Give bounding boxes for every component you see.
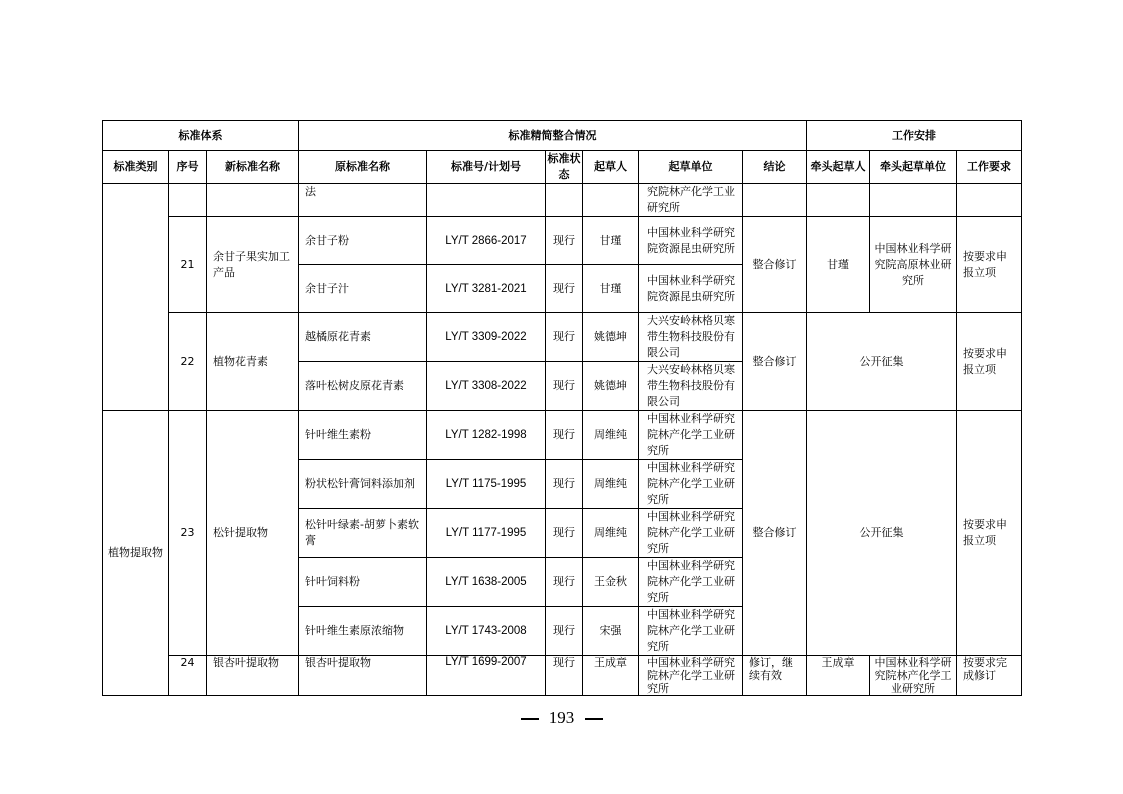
orig-name-cell: 针叶维生素粉 xyxy=(299,411,427,460)
status-cell: 现行 xyxy=(546,460,583,509)
drafter-cell: 姚德坤 xyxy=(583,362,639,411)
orig-name-cell: 粉状松针膏饲料添加剂 xyxy=(299,460,427,509)
orig-name-cell: 银杏叶提取物 xyxy=(299,656,427,696)
requirement-cell: 按要求申报立项 xyxy=(957,217,1022,313)
status-cell: 现行 xyxy=(546,265,583,313)
std-no-cell: LY/T 1282-1998 xyxy=(427,411,546,460)
dash-left xyxy=(521,718,539,720)
drafter-cell: 王成章 xyxy=(583,656,639,696)
unit-cell: 中国林业科学研究院林产化学工业研究所 xyxy=(639,460,743,509)
seq-cell: 24 xyxy=(169,656,207,696)
col-header-conclusion: 结论 xyxy=(743,151,807,184)
requirement-cell: 按要求申报立项 xyxy=(957,411,1022,656)
std-no-cell: LY/T 1743-2008 xyxy=(427,607,546,656)
drafter-cell: 王金秋 xyxy=(583,558,639,607)
orig-name-cell: 余甘子粉 xyxy=(299,217,427,265)
group-header-system: 标准体系 xyxy=(103,121,299,151)
status-cell: 现行 xyxy=(546,656,583,696)
col-header-lead-drafter: 牵头起草人 xyxy=(807,151,870,184)
work-merged-cell: 公开征集 xyxy=(807,313,957,411)
orig-name-cell: 余甘子汁 xyxy=(299,265,427,313)
drafter-cell: 甘瑾 xyxy=(583,265,639,313)
col-header-new-name: 新标准名称 xyxy=(207,151,299,184)
lead-drafter-cell: 甘瑾 xyxy=(807,217,870,313)
table-row xyxy=(103,656,1022,696)
new-name-cell: 松针提取物 xyxy=(207,411,299,656)
category-cell-empty xyxy=(103,184,169,411)
status-cell: 现行 xyxy=(546,411,583,460)
drafter-cell: 宋强 xyxy=(583,607,639,656)
standards-table xyxy=(102,120,1022,696)
drafter-cell: 甘瑾 xyxy=(583,217,639,265)
dash-right xyxy=(585,718,603,720)
category-cell: 植物提取物 xyxy=(103,411,169,696)
group-header-row xyxy=(103,121,1022,151)
seq-cell: 23 xyxy=(169,411,207,656)
std-no-cell: LY/T 3309-2022 xyxy=(427,313,546,362)
conclusion-cell: 整合修订 xyxy=(743,411,807,656)
col-header-category: 标准类别 xyxy=(103,151,169,184)
group-header-integration: 标准精简整合情况 xyxy=(299,121,807,151)
col-header-orig-name: 原标准名称 xyxy=(299,151,427,184)
col-header-std-no: 标准号/计划号 xyxy=(427,151,546,184)
std-no-cell: LY/T 1638-2005 xyxy=(427,558,546,607)
requirement-cell: 按要求完成修订 xyxy=(957,656,1022,696)
table-row xyxy=(103,411,1022,460)
work-merged-cell: 公开征集 xyxy=(807,411,957,656)
status-cell: 现行 xyxy=(546,607,583,656)
col-header-unit: 起草单位 xyxy=(639,151,743,184)
orig-name-cell: 松针叶绿素-胡萝卜素软膏 xyxy=(299,509,427,558)
orig-name-cell: 针叶维生素原浓缩物 xyxy=(299,607,427,656)
col-header-lead-unit: 牵头起草单位 xyxy=(870,151,957,184)
seq-cell: 21 xyxy=(169,217,207,313)
drafter-cell: 周维纯 xyxy=(583,509,639,558)
unit-cell: 中国林业科学研究院林产化学工业研究所 xyxy=(639,411,743,460)
std-no-cell: LY/T 3308-2022 xyxy=(427,362,546,411)
col-header-drafter: 起草人 xyxy=(583,151,639,184)
status-cell: 现行 xyxy=(546,217,583,265)
lead-drafter-cell: 王成章 xyxy=(807,656,870,696)
lead-unit-cell: 中国林业科学研究院高原林业研究所 xyxy=(870,217,957,313)
orig-name-cell: 法 xyxy=(299,184,427,217)
unit-cell: 中国林业科学研究院资源昆虫研究所 xyxy=(639,265,743,313)
std-no-cell: LY/T 2866-2017 xyxy=(427,217,546,265)
unit-cell: 中国林业科学研究院林产化学工业研究所 xyxy=(639,607,743,656)
table-row xyxy=(103,313,1022,362)
new-name-cell-empty xyxy=(207,184,299,217)
orig-name-cell: 越橘原花青素 xyxy=(299,313,427,362)
drafter-cell: 姚德坤 xyxy=(583,313,639,362)
unit-cell: 究院林产化学工业研究所 xyxy=(639,184,743,217)
unit-cell: 中国林业科学研究院林产化学工业研究所 xyxy=(639,656,743,696)
seq-cell-empty xyxy=(169,184,207,217)
requirement-cell: 按要求申报立项 xyxy=(957,313,1022,411)
unit-cell: 中国林业科学研究院资源昆虫研究所 xyxy=(639,217,743,265)
std-no-cell: LY/T 1177-1995 xyxy=(427,509,546,558)
drafter-cell: 周维纯 xyxy=(583,460,639,509)
unit-cell: 中国林业科学研究院林产化学工业研究所 xyxy=(639,509,743,558)
conclusion-cell: 修订，继续有效 xyxy=(743,656,807,696)
new-name-cell: 植物花青素 xyxy=(207,313,299,411)
conclusion-cell: 整合修订 xyxy=(743,217,807,313)
std-no-cell: LY/T 1699-2007 xyxy=(427,656,546,696)
standards-table-region xyxy=(102,120,1022,695)
status-cell: 现行 xyxy=(546,362,583,411)
col-header-seq: 序号 xyxy=(169,151,207,184)
new-name-cell: 银杏叶提取物 xyxy=(207,656,299,696)
page-footer xyxy=(0,708,1123,728)
seq-cell: 22 xyxy=(169,313,207,411)
column-header-row xyxy=(103,151,1022,184)
orig-name-cell: 针叶饲料粉 xyxy=(299,558,427,607)
table-row-continued xyxy=(103,184,1022,217)
group-header-work: 工作安排 xyxy=(807,121,1022,151)
std-no-cell: LY/T 1175-1995 xyxy=(427,460,546,509)
col-header-status: 标准状态 xyxy=(546,151,583,184)
conclusion-cell: 整合修订 xyxy=(743,313,807,411)
page-number: 193 xyxy=(548,708,575,727)
new-name-cell: 余甘子果实加工产品 xyxy=(207,217,299,313)
drafter-cell: 周维纯 xyxy=(583,411,639,460)
lead-unit-cell: 中国林业科学研究院林产化学工业研究所 xyxy=(870,656,957,696)
unit-cell: 中国林业科学研究院林产化学工业研究所 xyxy=(639,558,743,607)
table-row xyxy=(103,217,1022,265)
status-cell: 现行 xyxy=(546,509,583,558)
unit-cell: 大兴安岭林格贝寒带生物科技股份有限公司 xyxy=(639,313,743,362)
status-cell: 现行 xyxy=(546,313,583,362)
status-cell: 现行 xyxy=(546,558,583,607)
std-no-cell: LY/T 3281-2021 xyxy=(427,265,546,313)
orig-name-cell: 落叶松树皮原花青素 xyxy=(299,362,427,411)
unit-cell: 大兴安岭林格贝寒带生物科技股份有限公司 xyxy=(639,362,743,411)
col-header-requirement: 工作要求 xyxy=(957,151,1022,184)
